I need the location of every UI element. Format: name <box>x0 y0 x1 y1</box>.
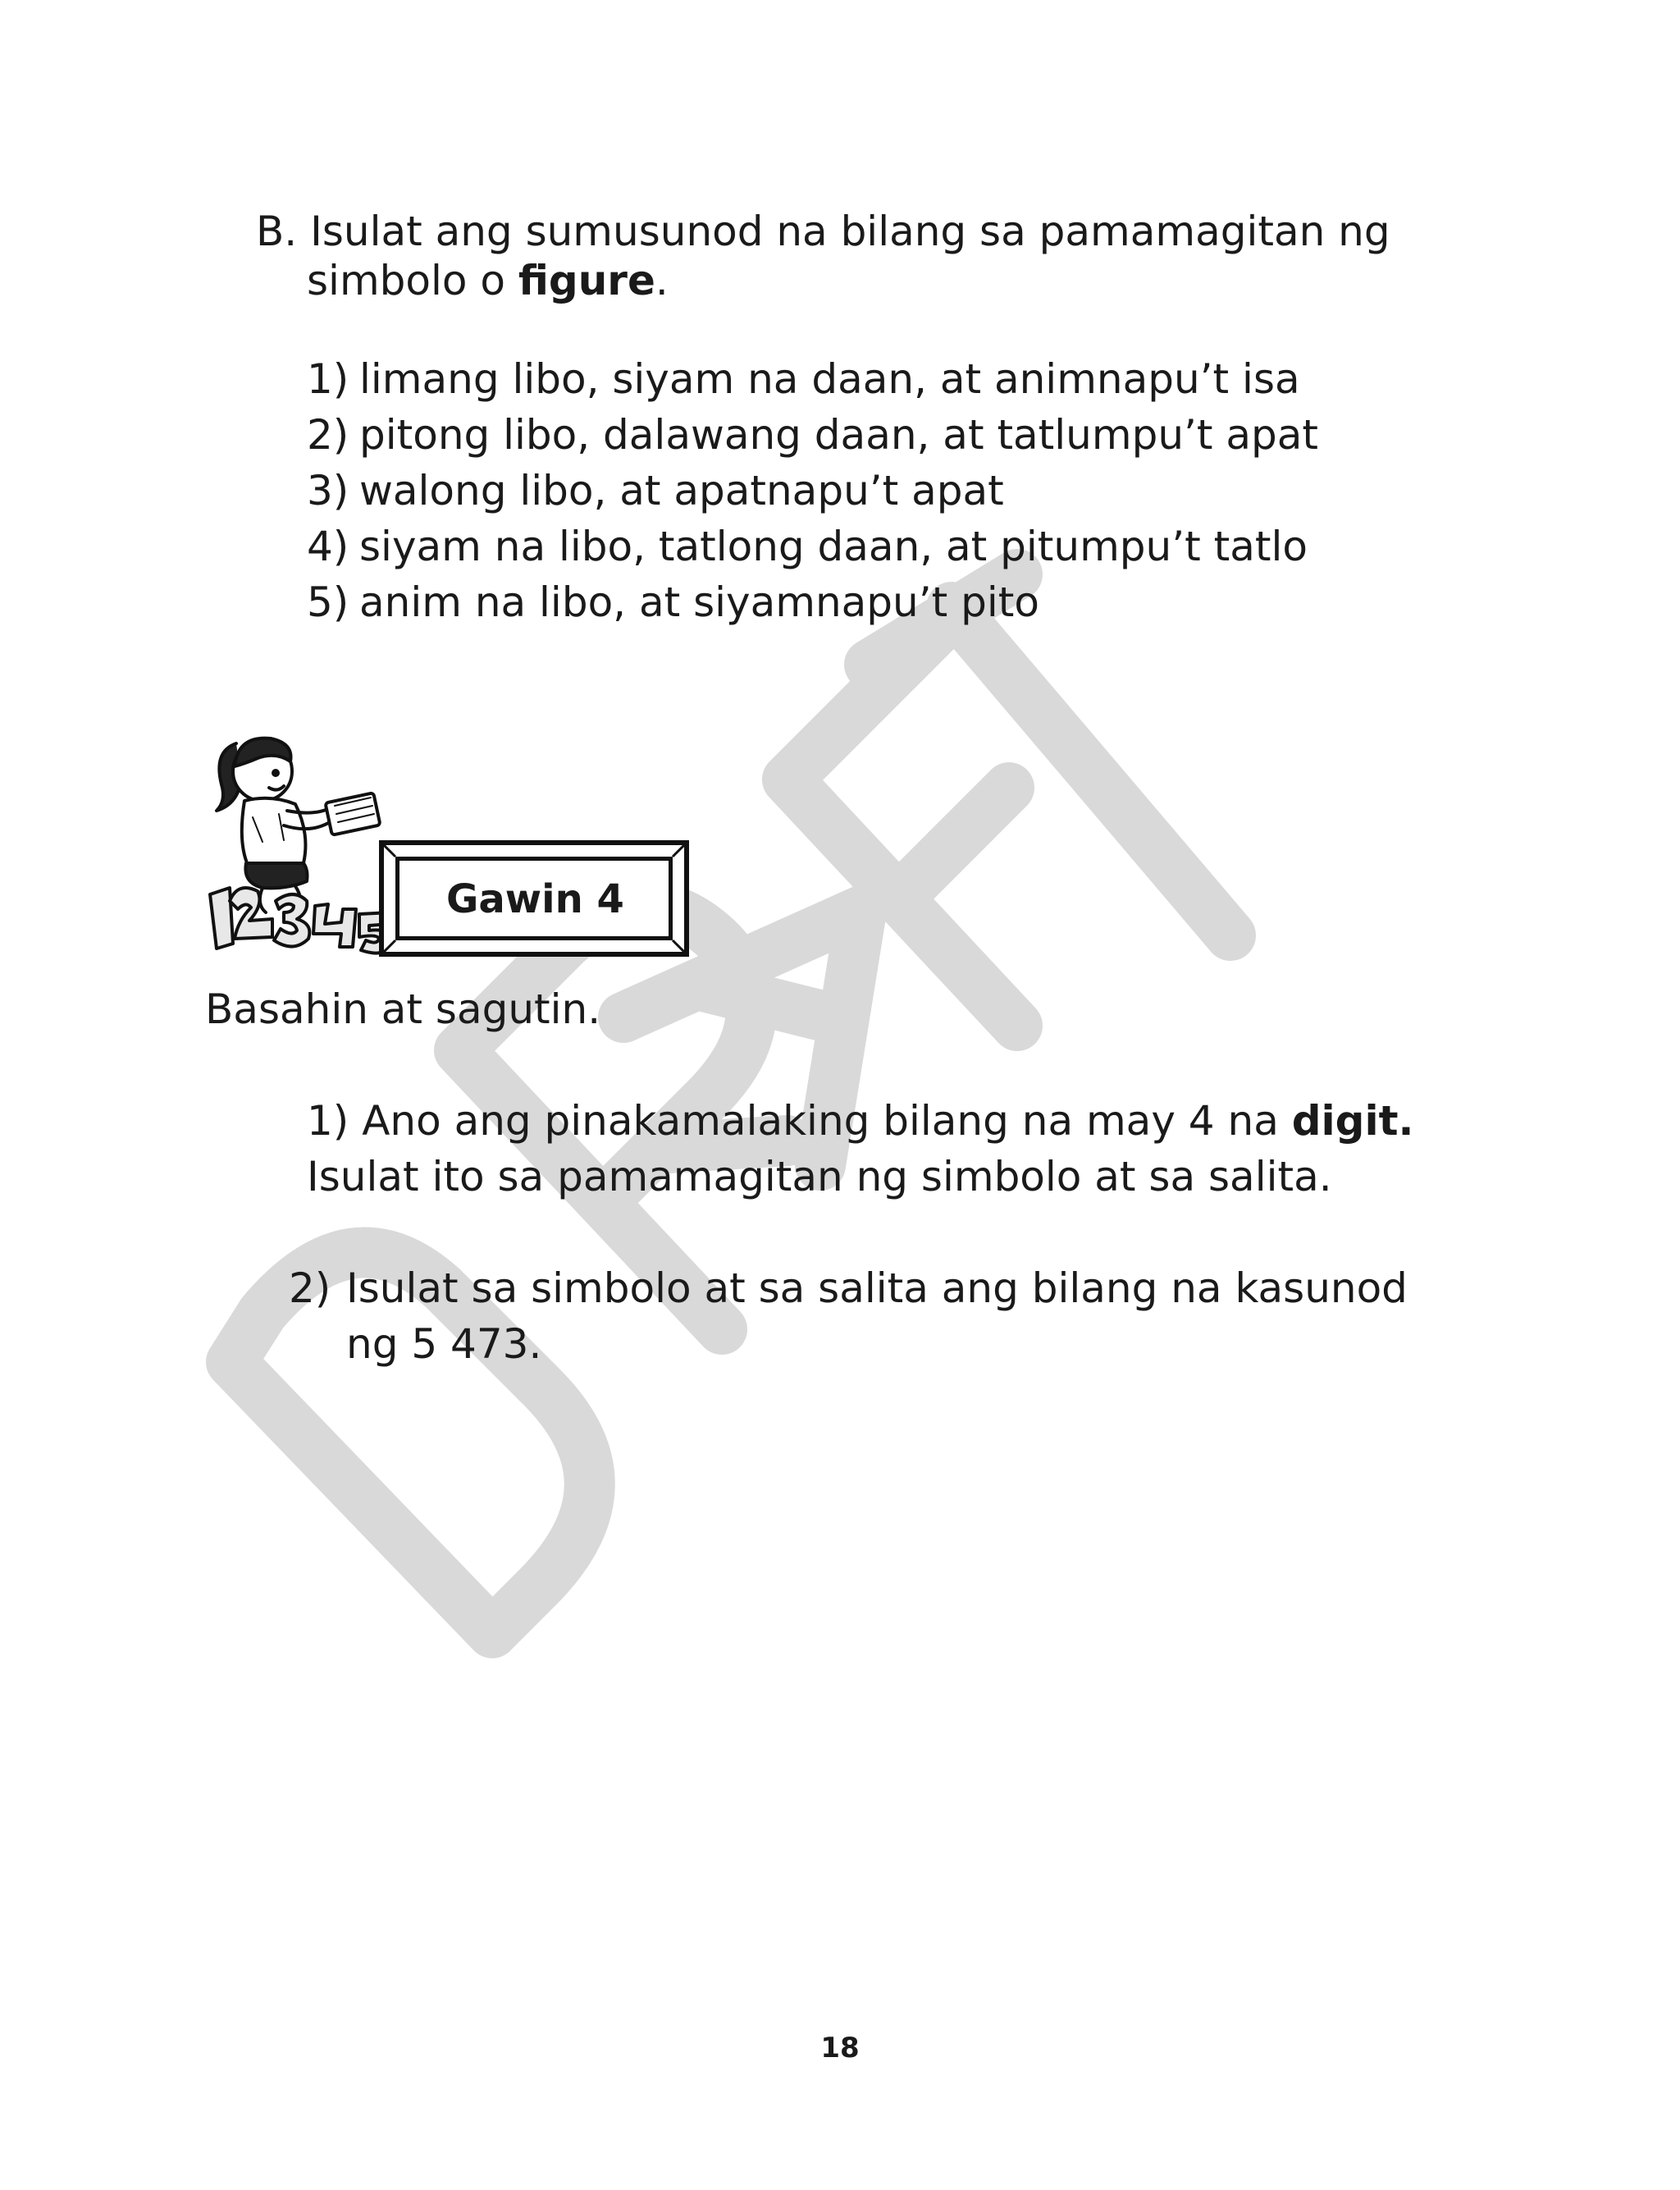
question-1-text: 1) Ano ang pinakamalaking bilang na may 4 na <box>307 1097 1292 1145</box>
section-b-heading-line1: B. Isulat ang sumusunod na bilang sa pamamagitan ng <box>256 208 1390 255</box>
heading-text: simbolo o <box>307 257 518 304</box>
list-item-number: 2) <box>307 411 349 459</box>
girl-with-numbers-clipart <box>205 719 394 957</box>
list-item-text: siyam na libo, tatlong daan, at pitumpu’t tatlo <box>359 523 1308 570</box>
list-item-text: pitong libo, dalawang daan, at tatlumpu’t apat <box>359 411 1319 459</box>
activity-title-box <box>379 840 689 957</box>
question-2-line2: ng 5 473. <box>346 1320 542 1368</box>
activity-title: Gawin 4 <box>446 876 624 922</box>
list-item-text: anim na libo, at siyamnapu’t pito <box>359 578 1039 626</box>
question-1-bold-term: digit. <box>1291 1097 1414 1145</box>
list-item-number: 4) <box>307 523 349 570</box>
list-item-text: limang libo, siyam na daan, at animnapu’t isa <box>359 355 1300 403</box>
list-item-text: walong libo, at apatnapu’t apat <box>359 467 1004 514</box>
heading-punctuation: . <box>655 257 669 304</box>
question-1-line2: Isulat ito sa pamamagitan ng simbolo at sa salita. <box>307 1153 1332 1200</box>
page-number: 18 <box>820 2032 860 2064</box>
question-2-line1: Isulat sa simbolo at sa salita ang bilang na kasunod <box>346 1264 1408 1312</box>
section-b-heading-line2 <box>307 253 669 309</box>
question-1-line1 <box>307 1093 1414 1149</box>
list-item-number: 5) <box>307 578 349 626</box>
activity-instruction: Basahin at sagutin. <box>205 985 601 1033</box>
list-item-number: 1) <box>307 355 349 403</box>
list-item-number: 3) <box>307 467 349 514</box>
heading-bold-term: figure <box>518 257 655 304</box>
question-2-number: 2) <box>289 1264 331 1312</box>
